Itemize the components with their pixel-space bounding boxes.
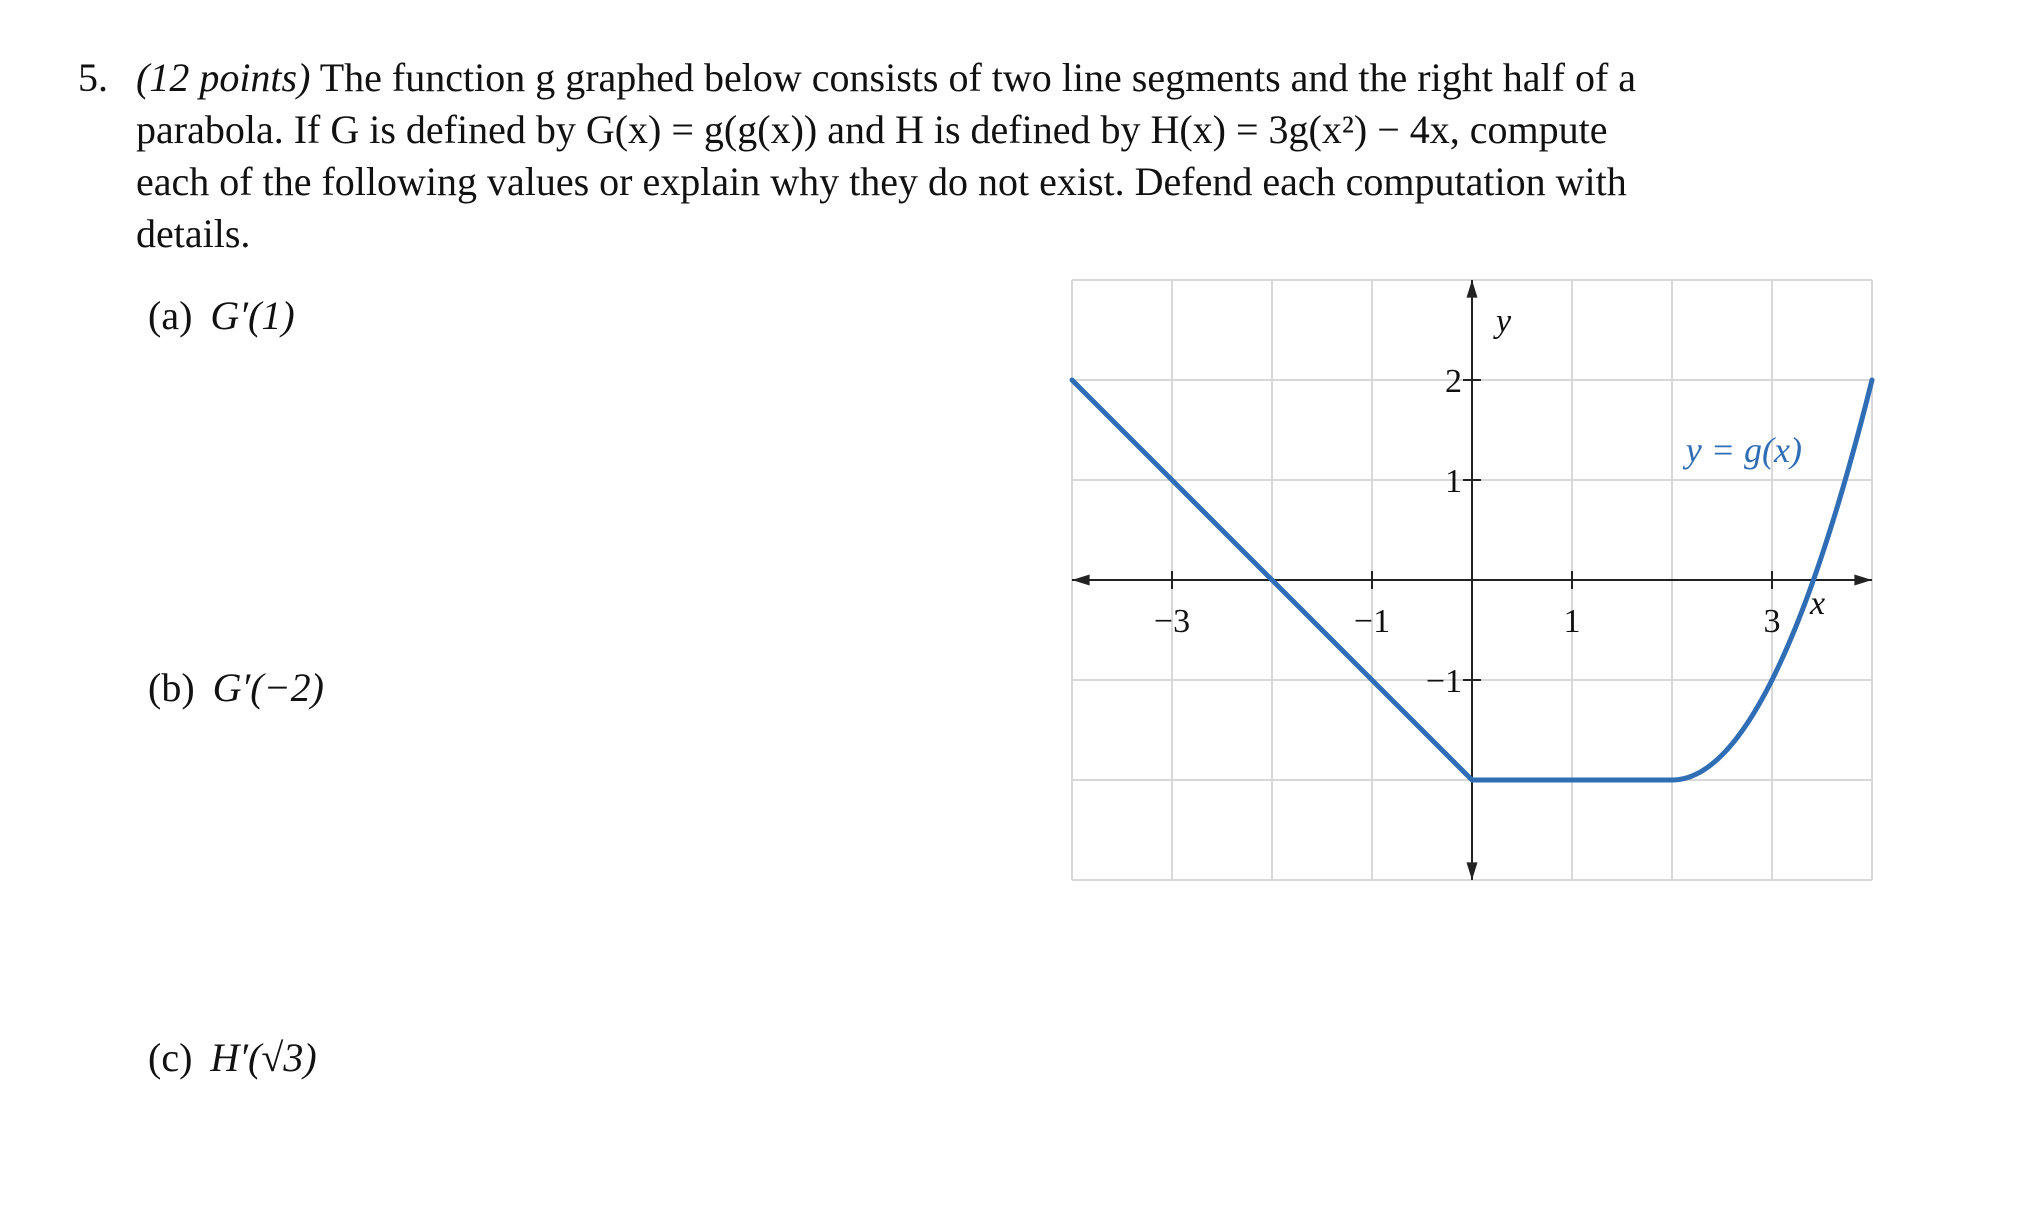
x-tick-label: −1 [1353,603,1391,640]
problem-number: 5. [78,55,108,100]
y-axis-label: y [1496,303,1512,340]
part-a-expression: G′(1) [210,293,295,338]
part-c [148,1032,317,1084]
part-a-label: (a) [148,293,193,338]
graph-svg [1062,272,1882,892]
problem-line-1: (12 points) The function g graphed below consists of two line segments and the right half of a [136,55,1637,100]
curve-label: y = g(x) [1685,430,1802,470]
problem-points: (12 points) [136,55,311,100]
problem-body [136,52,1898,260]
problem-statement [78,52,1898,260]
problem-line-4: details. [136,211,251,256]
x-tick-label: −3 [1153,603,1191,640]
x-tick-label: 3 [1763,603,1781,640]
y-axis-arrow-down [1467,862,1478,880]
part-b [148,662,324,714]
part-b-label: (b) [148,665,195,710]
x-axis-label: x [1810,585,1826,622]
x-tick-label: 1 [1563,603,1581,640]
graph-of-g [1062,272,1882,892]
y-axis-arrow-up [1467,280,1478,298]
part-c-label: (c) [148,1035,193,1080]
problem-line-2: parabola. If G is defined by G(x) = g(g(x)) and H is defined by H(x) = 3g(x²) − 4x, compute [136,107,1608,152]
part-b-expression: G′(−2) [212,665,324,710]
problem-line-3: each of the following values or explain why they do not exist. Defend each computation with [136,159,1627,204]
x-axis-arrow-right [1854,575,1872,586]
part-c-expression: H′(√3) [210,1035,317,1080]
y-tick-label: −1 [1425,663,1462,700]
y-tick-label: 1 [1445,463,1462,500]
x-axis-arrow-left [1072,575,1090,586]
part-a [148,290,295,342]
y-tick-label: 2 [1445,363,1462,400]
